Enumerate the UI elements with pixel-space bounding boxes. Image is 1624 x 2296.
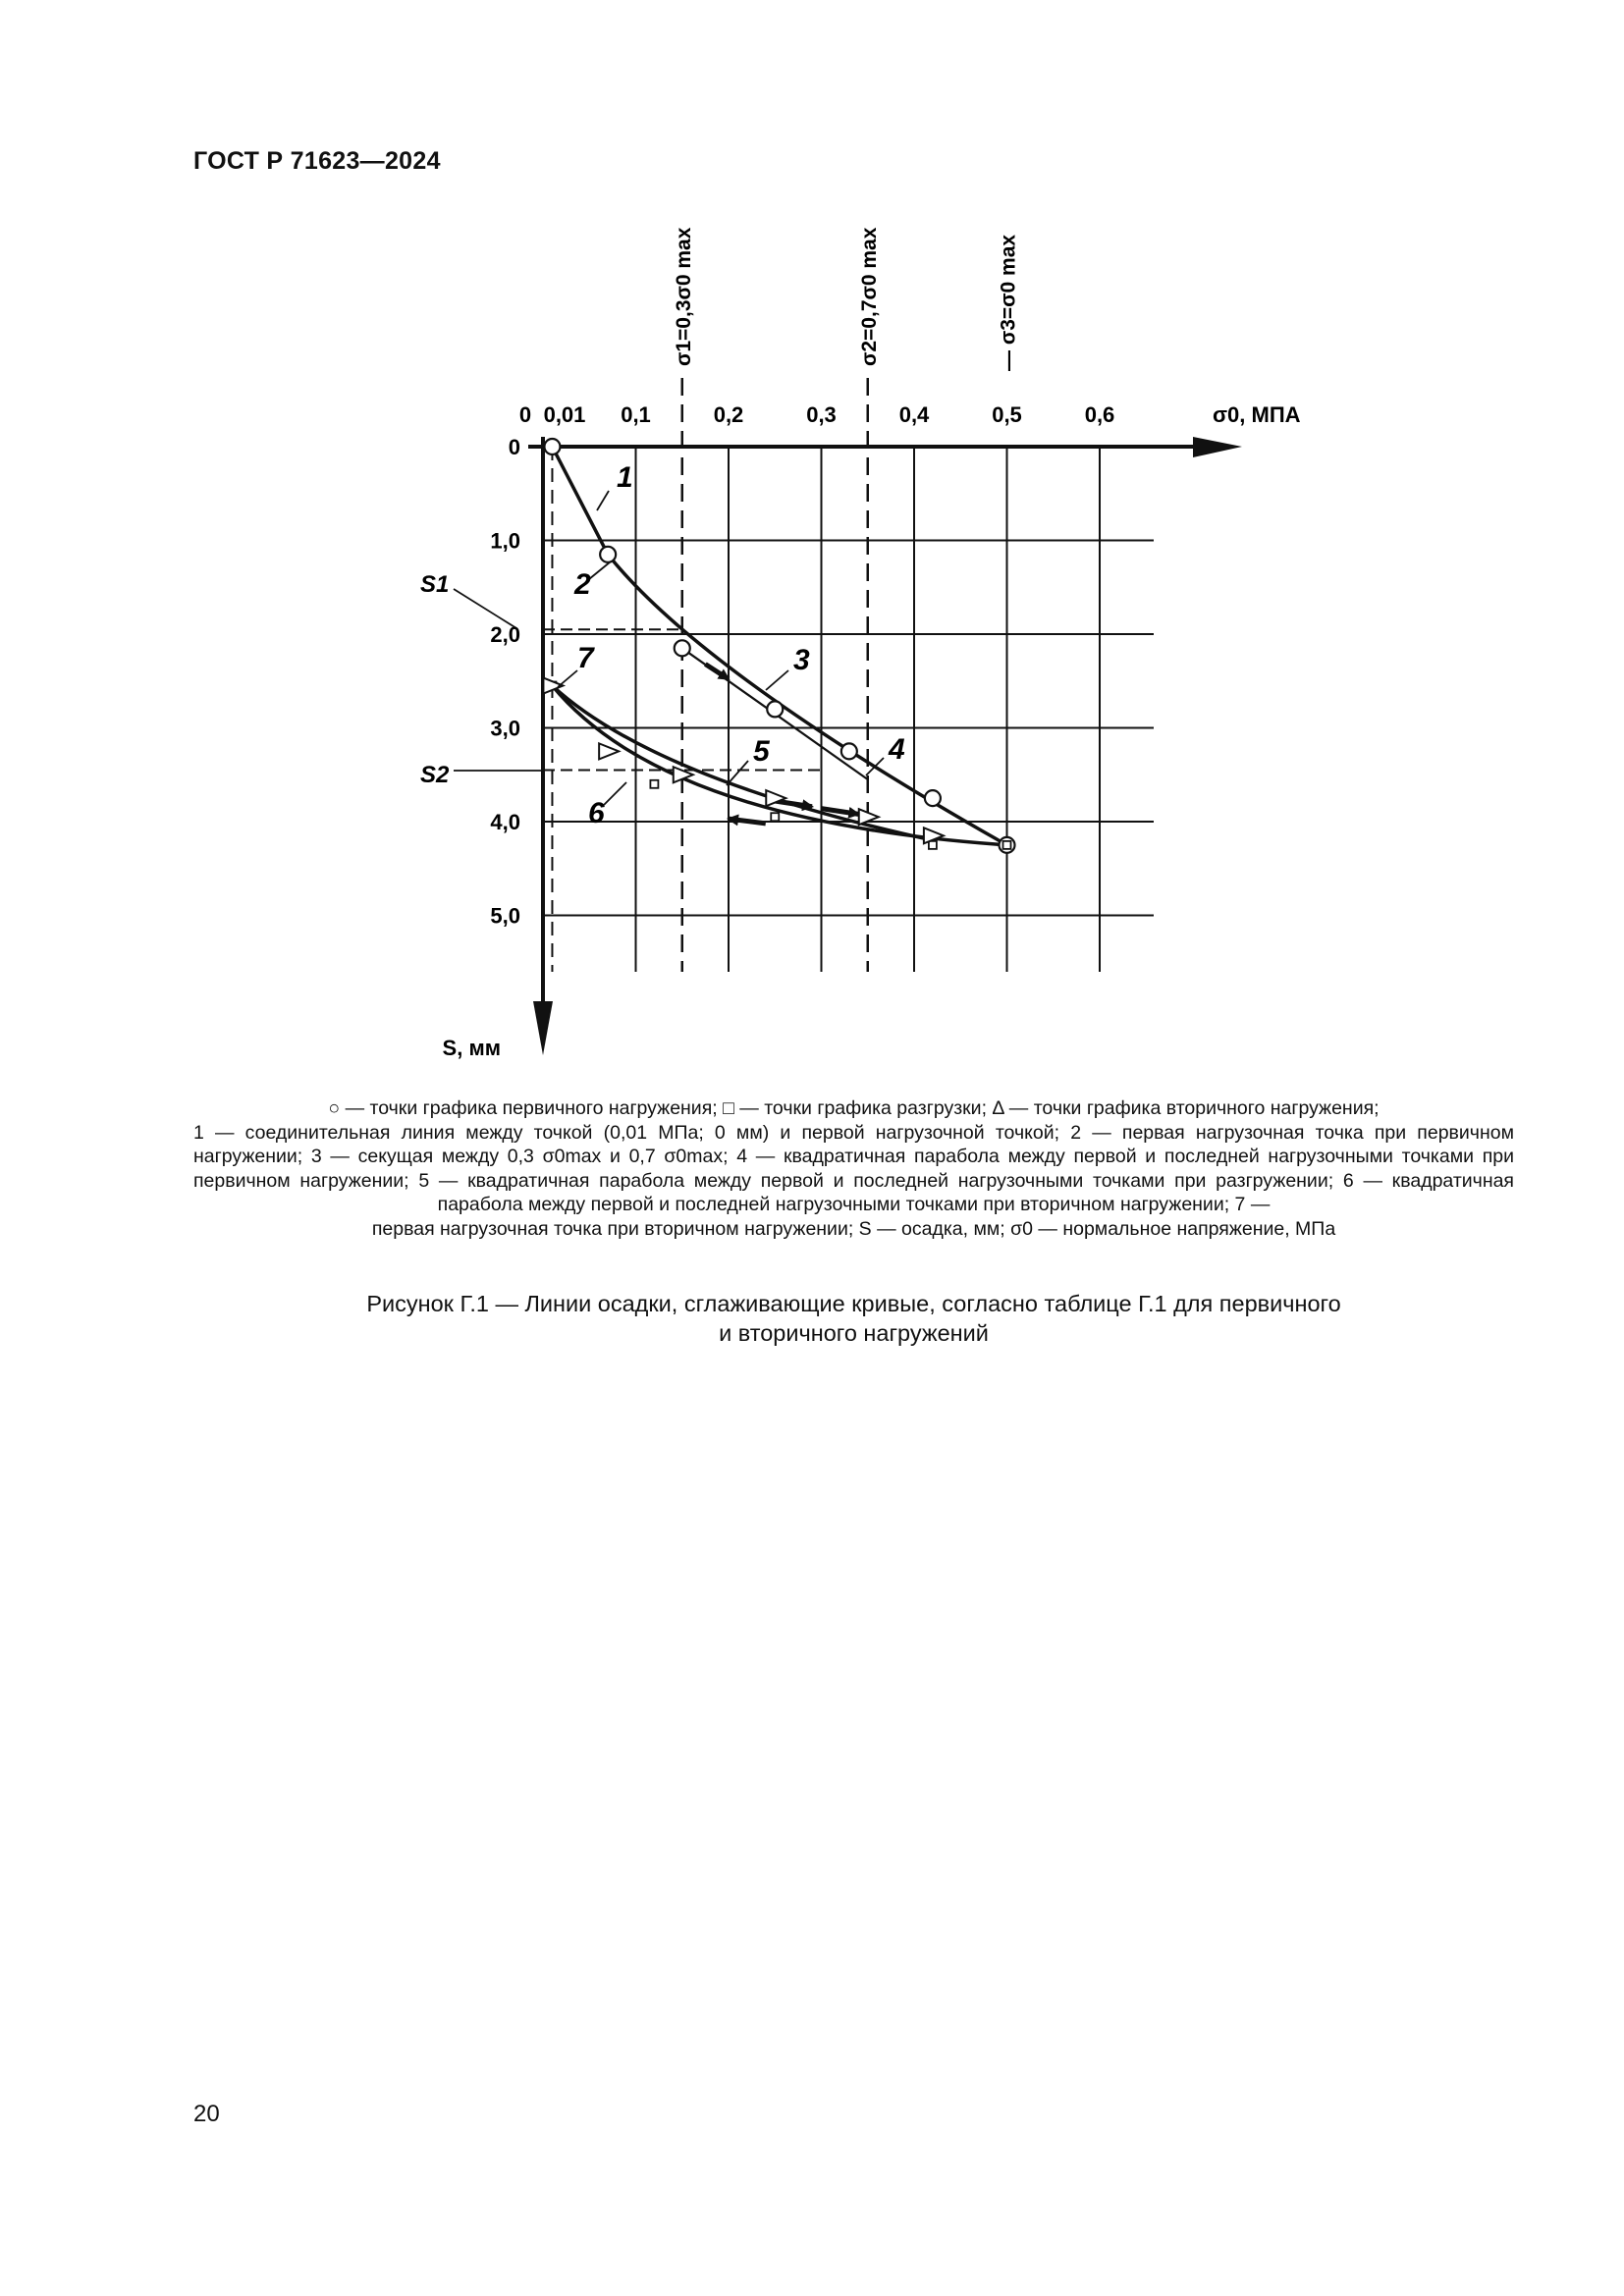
y-axis-arrow: [533, 1001, 553, 1055]
annotation-leader: [558, 670, 577, 687]
chart-grid: [528, 437, 1242, 1055]
y-tick-label: 4,0: [490, 810, 520, 834]
annotation-6: 6: [588, 797, 605, 829]
caption-line-1: Рисунок Г.1 — Линии осадки, сглаживающие кривые, согласно таблице Г.1 для первичного: [366, 1291, 1341, 1316]
x-tick-label: 0,4: [898, 402, 930, 427]
annotation-leader: [589, 561, 611, 579]
annotation-leader: [597, 491, 609, 510]
unloading-point: [650, 780, 658, 788]
y-tick-label: 5,0: [490, 903, 520, 929]
legend-line-2: 1 — соединительная линия между точкой (0,01 МПа; 0 мм) и первой нагрузочной точкой; 2 — первая нагрузочная точка при первичном нагружении; 3 — секущая между 0,3 σ0max и 0,7 σ0max; 4 — квадратичная парабола между первой и последней нагрузочными точками при первичном нагружении; 5 — квадратичная парабола между первой и последней нагрузочными точками при разгружении; 6 — квадратичная парабола между первой и последней нагрузочными точками при вторичном нагружении; 7 —: [193, 1121, 1514, 1215]
figure-caption: [193, 1289, 1514, 1348]
y-tick-label: 1,0: [490, 528, 520, 554]
y-tick-label: 0: [508, 435, 520, 459]
unloading-point: [771, 813, 779, 821]
caption-line-2: и вторичного нагружений: [719, 1320, 989, 1346]
curve-4-primary: [608, 555, 1006, 845]
annotation-3: 3: [793, 644, 810, 676]
s-marker-label: S2: [420, 762, 450, 788]
x-tick-label: 0,1: [621, 402, 651, 427]
primary-point: [841, 743, 857, 759]
x-axis-arrow: [1193, 437, 1242, 457]
primary-point: [675, 640, 690, 656]
settlement-chart: [0, 0, 1624, 1080]
primary-point: [600, 547, 616, 562]
y-axis-title: S, мм: [442, 1036, 501, 1060]
primary-point: [767, 701, 783, 717]
annotation-4: 4: [889, 733, 905, 766]
chart-curves: [552, 447, 1006, 845]
annotation-leader: [604, 782, 626, 805]
legend-line-3: первая нагрузочная точка при вторичном нагружении; S — осадка, мм; σ0 — нормальное напряжение, МПа: [371, 1217, 1336, 1240]
y-tick-label: 3,0: [490, 716, 520, 741]
x-tick-label: 0,01: [543, 402, 586, 427]
annotation-leader: [766, 670, 788, 690]
page-number: 20: [193, 2101, 220, 2127]
legend-line-1: ○ — точки графика первичного нагружения; □ — точки графика разгрузки; Δ — точки графика вторичного нагружения;: [328, 1097, 1380, 1119]
document-header: ГОСТ Р 71623—2024: [193, 147, 441, 175]
annotation-5: 5: [753, 735, 770, 768]
x-tick-label: 0,3: [806, 402, 837, 427]
unloading-arrow: [729, 819, 766, 824]
annotation-1: 1: [617, 461, 633, 494]
figure-legend: [193, 1096, 1514, 1241]
s-marker-label: S1: [420, 571, 450, 598]
annotation-2: 2: [574, 568, 591, 601]
primary-point: [544, 439, 560, 454]
annotation-leader: [727, 761, 748, 785]
sigma-marker-label: σ1=0,3σ0 max: [672, 227, 695, 366]
primary-point: [925, 790, 941, 806]
unloading-point: [1003, 841, 1011, 849]
secant-3-arrow: [705, 665, 729, 679]
x-tick-label: 0: [518, 402, 532, 427]
sigma-marker-label: — σ3=σ0 max: [997, 234, 1020, 371]
unloading-point: [929, 841, 937, 849]
y-tick-label: 2,0: [490, 622, 520, 647]
secondary-arrow-1: [775, 801, 812, 807]
chart-points: [543, 439, 1014, 853]
x-tick-label: 0,2: [713, 402, 744, 427]
annotation-7: 7: [577, 642, 594, 674]
x-tick-label: 0,6: [1084, 402, 1115, 427]
x-axis-title: σ0, МПА: [1213, 402, 1301, 427]
curve-1: [552, 447, 608, 555]
secondary-point: [599, 743, 619, 759]
x-tick-label: 0,5: [992, 402, 1022, 427]
sigma-marker-label: σ2=0,7σ0 max: [857, 227, 881, 366]
